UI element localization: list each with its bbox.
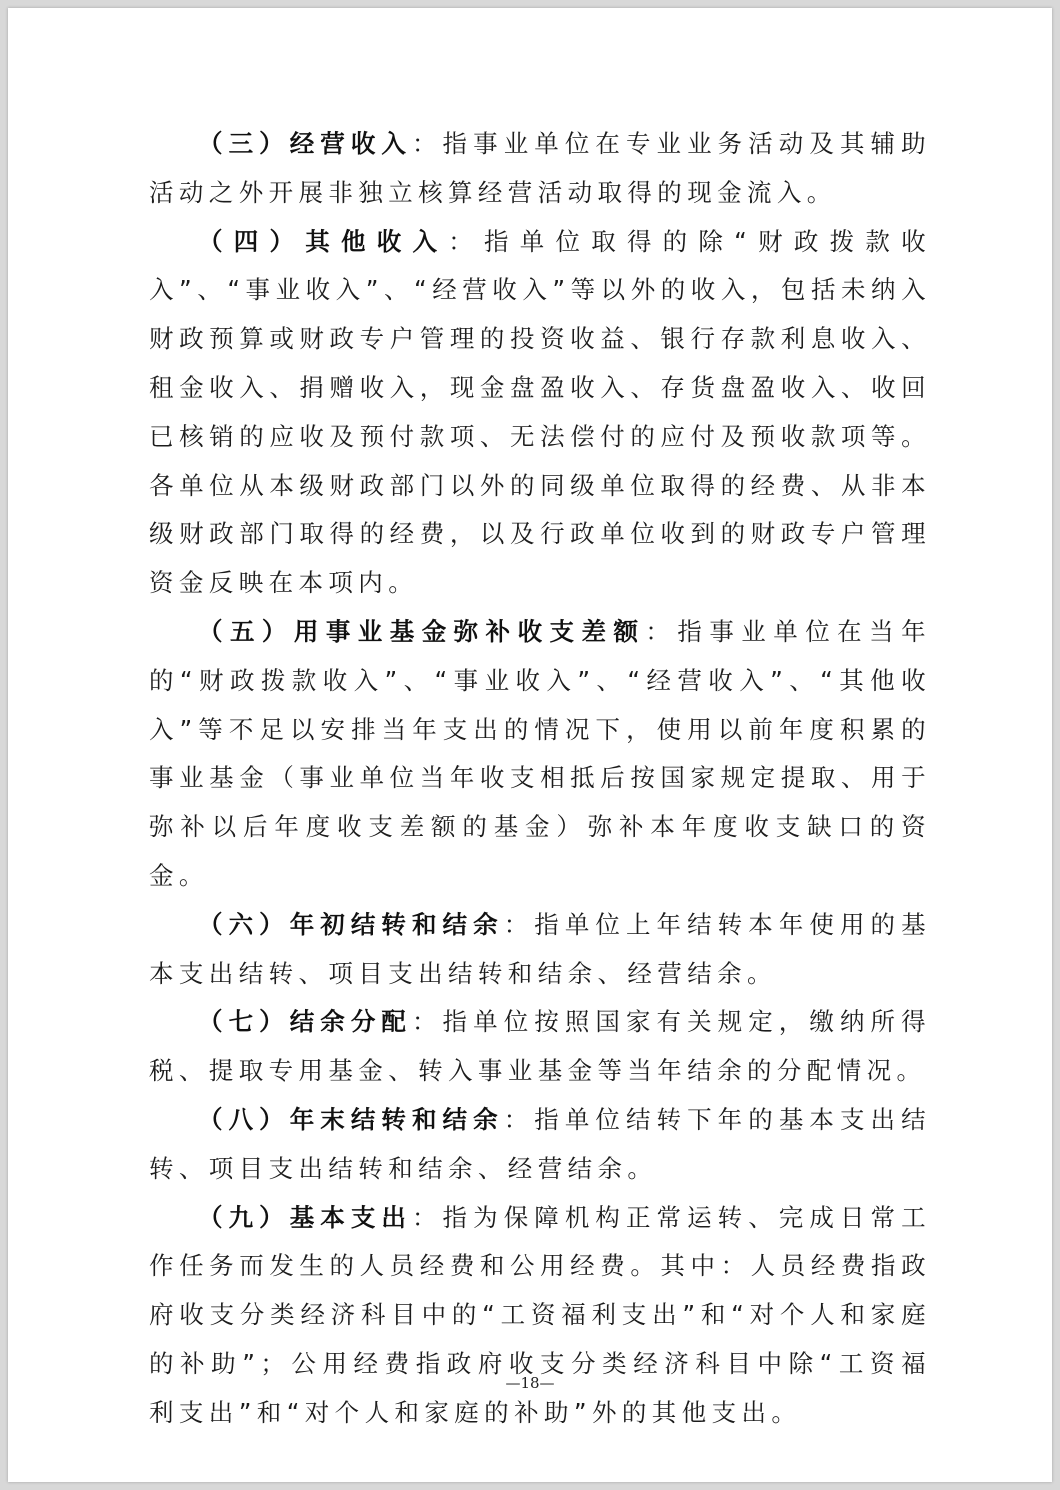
paragraph-heading: （九）基本支出 [198, 1202, 412, 1232]
paragraph-text: ：指事业单位在专业业务活动及其辅助活动之外开展非独立核算经营活动取得的现金流入。 [149, 129, 931, 207]
page-number: —18— [505, 1374, 555, 1392]
document-body [149, 120, 931, 1438]
paragraph-text: ：指单位按照国家有关规定，缴纳所得税、提取专用基金、转入事业基金等当年结余的分配情况。 [149, 1007, 931, 1086]
paragraph-heading: （八）年末结转和结余 [198, 1104, 504, 1134]
paragraph-opening-balance [149, 901, 931, 999]
paragraph-text: ：指事业单位在当年的“财政拨款收入”、“事业收入”、“经营收入”、“其他收入”等不足以安排当年支出的情况下，使用以前年度积累的事业基金（事业单位当年收支相抵后按国家规定提取、用于弥补以后年度收支差额的基金）弥补本年度收支缺口的资金。 [149, 616, 931, 890]
paragraph-text: ：指单位取得的除“财政拨款收入”、“事业收入”、“经营收入”等以外的收入，包括未纳入财政预算或财政专户管理的投资收益、银行存款利息收入、租金收入、捐赠收入，现金盘盈收入、存货盘盈收入、收回已核销的应收及预付款项、无法偿付的应付及预收款项等。各单位从本级财政部门以外的同级单位取得的经费、从非本级财政部门取得的经费，以及行政单位收到的财政专户管理资金反映在本项内。 [149, 226, 931, 598]
paragraph-heading: （五）用事业基金弥补收支差额 [198, 616, 646, 646]
paragraph-operating-income [149, 120, 931, 218]
paragraph-heading: （四）其他收入 [198, 226, 449, 256]
paragraph-other-income [149, 218, 931, 608]
paragraph-closing-balance [149, 1096, 931, 1194]
paragraph-text: ：指单位结转下年的基本支出结转、项目支出结转和结余、经营结余。 [149, 1104, 932, 1183]
paragraph-heading: （三）经营收入 [198, 129, 412, 158]
paragraph-fund-offset [149, 608, 931, 901]
paragraph-surplus-distribution [149, 998, 931, 1096]
paragraph-text: ：指为保障机构正常运转、完成日常工作任务而发生的人员经费和公用经费。其中：人员经费指政府收支分类经济科目中的“工资福利支出”和“对个人和家庭的补助”；公用经费指政府收支分类经济科目中除“工资福利支出”和“对个人和家庭的补助”外的其他支出。 [149, 1202, 931, 1427]
paragraph-heading: （七）结余分配 [198, 1007, 412, 1037]
document-page [8, 8, 1052, 1482]
paragraph-basic-expenditure [149, 1194, 931, 1438]
paragraph-heading: （六）年初结转和结余 [198, 909, 504, 939]
paragraph-text: ：指单位上年结转本年使用的基本支出结转、项目支出结转和结余、经营结余。 [149, 909, 932, 988]
